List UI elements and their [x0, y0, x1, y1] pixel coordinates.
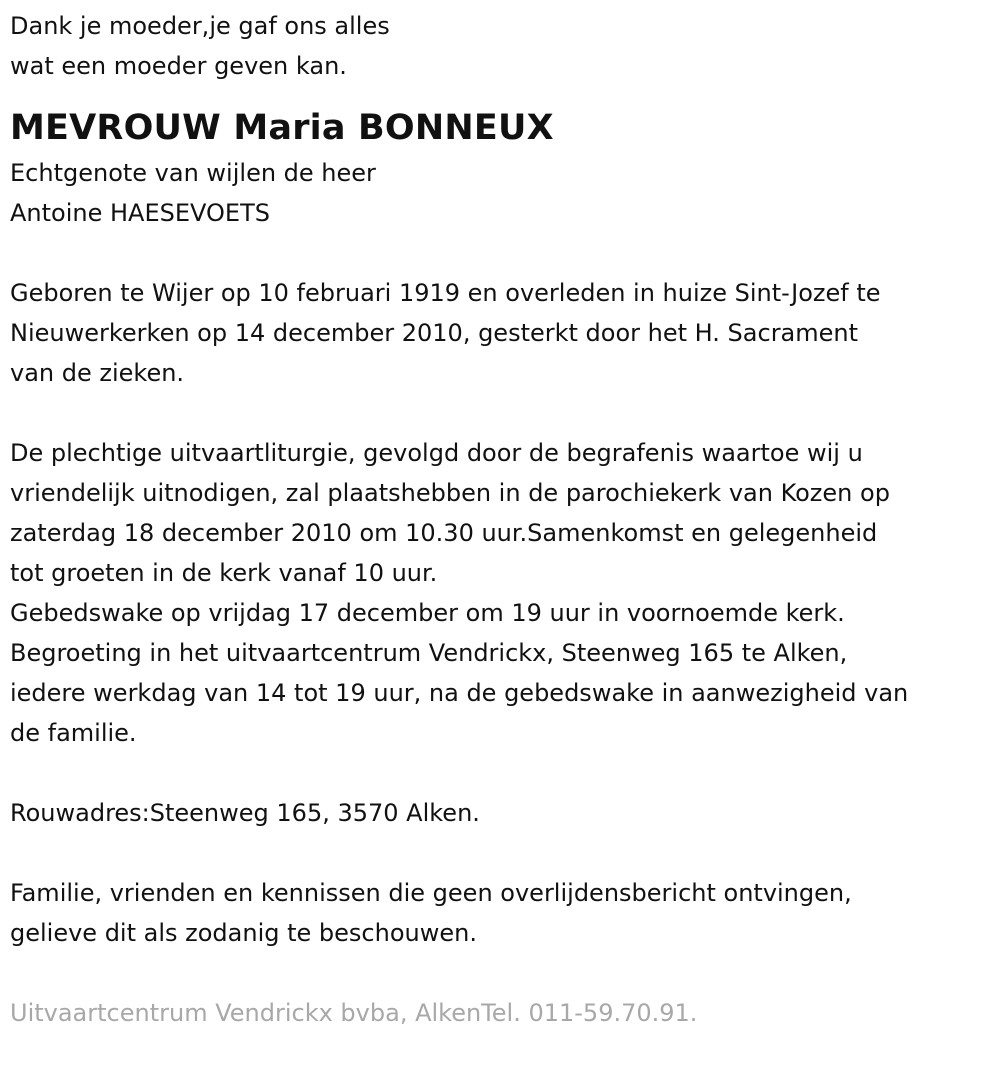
spouse-line: Echtgenote van wijlen de heer	[10, 159, 376, 187]
spouse-info	[10, 153, 995, 233]
text-line: de familie.	[10, 719, 137, 747]
text-line: vriendelijk uitnodigen, zal plaatshebben in de parochiekerk van Kozen op	[10, 479, 890, 507]
poem	[10, 6, 995, 86]
mourning-address: Rouwadres:Steenweg 165, 3570 Alken.	[10, 799, 480, 827]
text-line: zaterdag 18 december 2010 om 10.30 uur.Samenkomst en gelegenheid	[10, 519, 878, 547]
spacer	[10, 86, 995, 106]
spacer	[10, 953, 995, 993]
obituary-notice	[10, 6, 995, 1033]
deceased-name: MEVROUW Maria BONNEUX	[10, 108, 554, 148]
text-line: Nieuwerkerken op 14 december 2010, gesterkt door het H. Sacrament	[10, 319, 859, 347]
notice-paragraph	[10, 873, 995, 953]
text-line: Geboren te Wijer op 10 februari 1919 en overleden in huize Sint-Jozef te	[10, 279, 881, 307]
funeral-paragraph	[10, 433, 995, 753]
poem-line: Dank je moeder,je gaf ons alles	[10, 12, 390, 40]
birth-death-paragraph	[10, 273, 995, 393]
text-line: Gebedswake op vrijdag 17 december om 19 uur in voornoemde kerk.	[10, 599, 845, 627]
text-line: iedere werkdag van 14 tot 19 uur, na de gebedswake in aanwezigheid van	[10, 679, 909, 707]
spacer	[10, 233, 995, 273]
text-line: De plechtige uitvaartliturgie, gevolgd door de begrafenis waartoe wij u	[10, 439, 863, 467]
text-line: gelieve dit als zodanig te beschouwen.	[10, 919, 477, 947]
text-line: van de zieken.	[10, 359, 185, 387]
spacer	[10, 393, 995, 433]
poem-line: wat een moeder geven kan.	[10, 52, 347, 80]
funeral-home-footer: Uitvaartcentrum Vendrickx bvba, AlkenTel. 011-59.70.91.	[10, 999, 698, 1027]
spacer	[10, 833, 995, 873]
text-line: Familie, vrienden en kennissen die geen overlijdensbericht ontvingen,	[10, 879, 852, 907]
text-line: Begroeting in het uitvaartcentrum Vendrickx, Steenweg 165 te Alken,	[10, 639, 848, 667]
text-line: tot groeten in de kerk vanaf 10 uur.	[10, 559, 438, 587]
spouse-line: Antoine HAESEVOETS	[10, 199, 270, 227]
spacer	[10, 753, 995, 793]
